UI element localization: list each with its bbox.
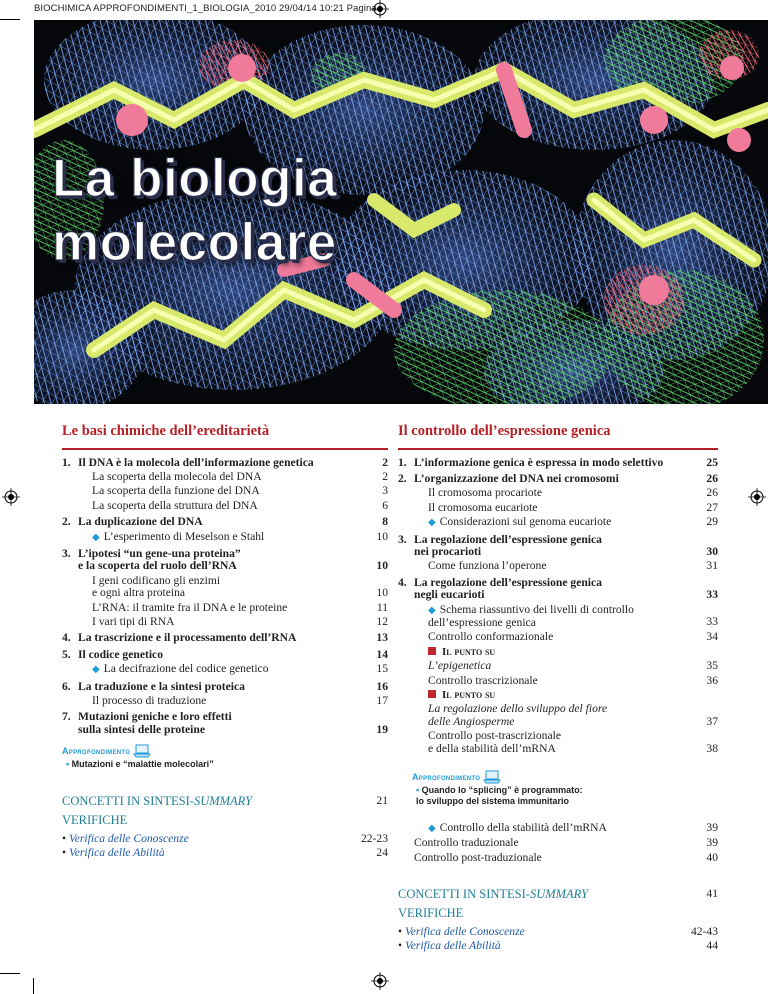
approfondimento-left[interactable] — [62, 744, 388, 770]
toc-sub-entry[interactable] — [398, 515, 718, 530]
toc-entry-page: 2 — [382, 469, 388, 483]
approfondimento-label: Approfondimento — [62, 744, 388, 758]
diamond-icon: ◆ — [428, 823, 436, 835]
toc-chapter-entry[interactable] — [398, 533, 718, 560]
section-title-left: Le basi chimiche dell’ereditarietà — [62, 423, 270, 439]
section-title-right: Il controllo dell’espressione genica — [398, 423, 611, 439]
toc-entry-title: La regolazione dell’espressione genica negli eucarioti — [414, 575, 602, 602]
toc-entry-page: 29 — [706, 515, 718, 529]
toc-entry-page: 15 — [376, 662, 388, 676]
toc-entry-number: 7. — [62, 710, 71, 724]
toc-entry-title: Il punto su — [442, 645, 496, 658]
toc-entry-page: 17 — [376, 694, 388, 707]
summary-right[interactable]: CONCETTI IN SINTESI-SUMMARY 41 — [398, 887, 718, 902]
red-square-icon — [428, 690, 436, 698]
toc-entry-number: 1. — [398, 455, 407, 469]
laptop-icon — [133, 744, 151, 758]
toc-entry-title: La scoperta della funzione del DNA — [92, 484, 260, 498]
toc-chapter-entry[interactable] — [62, 680, 388, 694]
section-rule — [398, 448, 718, 450]
toc-sub-entry[interactable] — [398, 836, 718, 850]
toc-entry-title: Il processo di traduzione — [92, 694, 207, 707]
toc-entry-page: 38 — [706, 741, 718, 755]
toc-entry-title: La scoperta della struttura del DNA — [92, 498, 258, 512]
toc-entry-title: L’organizzazione del DNA nei cromosomi — [414, 471, 619, 485]
crop-mark — [0, 19, 20, 20]
toc-sub-entry[interactable] — [398, 486, 718, 500]
toc-entry-page: 40 — [706, 850, 718, 864]
toc-sub-entry[interactable] — [62, 470, 388, 484]
toc-entry-title: Controllo traduzionale — [414, 836, 519, 850]
toc-entry-page: 11 — [376, 600, 388, 614]
diamond-icon: ◆ — [428, 604, 436, 616]
toc-entry-title: La duplicazione del DNA — [78, 515, 203, 529]
print-slug: BIOCHIMICA APPROFONDIMENTI_1_BIOLOGIA_2010 29/04/14 10:21 Pagina — [34, 3, 377, 14]
toc-entry-title: Schema riassuntivo dei livelli di controllo dell’espressione genica — [428, 602, 634, 629]
toc-entry-page: 6 — [382, 498, 388, 512]
toc-entry-title: Il DNA è la molecola dell’informazione genetica — [78, 455, 314, 469]
toc-entry-title: Controllo conformazionale — [428, 630, 554, 644]
toc-chapter-entry[interactable] — [62, 547, 388, 574]
approfondimento-label: Approfondimento — [412, 770, 718, 784]
toc-entry-number: 5. — [62, 647, 71, 661]
toc-chapter-entry[interactable] — [62, 456, 388, 470]
registration-mark-top-icon — [371, 0, 389, 18]
verifica-item[interactable]: • Verifica delle Abilità 24 — [62, 846, 388, 860]
toc-entry-page: 26 — [706, 471, 718, 485]
toc-chapter-entry[interactable] — [398, 456, 718, 470]
toc-entry-page: 27 — [706, 500, 718, 514]
toc-chapter-entry[interactable] — [398, 472, 718, 486]
approfondimento-text: • Quando lo “splicing” è programmato: lo sviluppo del sistema immunitario — [416, 785, 583, 807]
crop-mark — [33, 978, 34, 994]
toc-entry-number: 2. — [398, 471, 407, 485]
toc-entry-number: 1. — [62, 455, 71, 469]
toc-entry-page: 33 — [706, 588, 718, 602]
toc-entry-page: 10 — [376, 559, 388, 573]
verifica-item[interactable]: • Verifica delle Conoscenze 22-23 — [62, 832, 388, 846]
toc-chapter-entry[interactable] — [398, 576, 718, 603]
toc-entry-title: L’informazione genica è espressa in modo selettivo — [414, 455, 664, 469]
toc-chapter-entry[interactable] — [62, 648, 388, 662]
verifica-item[interactable]: • Verifica delle Abilità 44 — [398, 939, 718, 953]
toc-entry-page: 30 — [706, 544, 718, 558]
diamond-icon: ◆ — [92, 664, 100, 676]
toc-right-column — [398, 422, 718, 953]
toc-sub-entry[interactable] — [62, 484, 388, 498]
summary-left[interactable]: CONCETTI IN SINTESI-SUMMARY 21 — [62, 794, 388, 809]
toc-entry-page: 13 — [376, 631, 388, 645]
toc-sub-entry[interactable] — [398, 501, 718, 515]
toc-entry-number: 3. — [398, 532, 407, 546]
toc-entry-title: Controllo trascrizionale — [428, 673, 538, 687]
toc-entry-title: Il cromosoma procariote — [428, 486, 542, 500]
toc-entry-number: 6. — [62, 679, 71, 693]
toc-entries-left — [62, 456, 388, 738]
toc-entry-page: 37 — [706, 714, 718, 728]
toc-sub-entry[interactable] — [398, 851, 718, 865]
toc-entry-page: 10 — [376, 529, 388, 543]
toc-chapter-entry[interactable] — [62, 710, 388, 737]
verifiche-title-right: VERIFICHE — [398, 906, 464, 921]
verifiche-title-left: VERIFICHE — [62, 813, 128, 828]
toc-entry-title: L’epigenetica — [428, 659, 492, 673]
toc-focus-heading — [398, 688, 718, 702]
toc-sub-entry[interactable] — [398, 603, 718, 631]
toc-entry-title: L’RNA: il tramite fra il DNA e le proteine — [92, 600, 288, 614]
toc-entries-right — [398, 456, 718, 757]
registration-mark-bottom-icon — [371, 972, 389, 990]
diamond-icon: ◆ — [428, 517, 436, 529]
toc-entry-title: La traduzione e la sintesi proteica — [78, 679, 245, 693]
toc-sub-entry[interactable] — [62, 574, 388, 601]
toc-entry-title: Come funziona l’operone — [428, 559, 547, 573]
toc-sub-entry[interactable] — [398, 559, 718, 573]
toc-entry-title: L’ipotesi “un gene-una proteina” e la scoperta del ruolo dell’RNA — [78, 546, 241, 573]
toc-focus-heading — [398, 645, 718, 659]
section-rule — [62, 448, 388, 450]
toc-chapter-entry[interactable] — [62, 515, 388, 529]
crop-mark — [0, 973, 20, 974]
toc-sub-entry[interactable] — [62, 694, 388, 708]
toc-entry-number: 2. — [62, 515, 71, 529]
toc-entry-title: Il cromosoma eucariote — [428, 500, 538, 514]
toc-sub-entry[interactable] — [62, 499, 388, 513]
toc-entry-page: 16 — [376, 679, 388, 693]
page-title — [52, 147, 337, 275]
toc-entry-page: 39 — [706, 836, 718, 850]
toc-entry-number: 3. — [62, 546, 71, 560]
toc-entry-number: 4. — [398, 575, 407, 589]
toc-sub-entry[interactable] — [398, 821, 718, 836]
toc-entry-title: La decifrazione del codice genetico — [103, 662, 269, 676]
toc-entry-title: Controllo post-traduzionale — [414, 850, 542, 864]
toc-entry-page: 35 — [706, 659, 718, 673]
toc-sub-entry[interactable] — [62, 662, 388, 677]
toc-entry-title: La trascrizione e il processamento dell’RNA — [78, 631, 297, 645]
toc-entry-title: Mutazioni geniche e loro effetti sulla sintesi delle proteine — [78, 710, 232, 736]
toc-sub-entry[interactable] — [62, 601, 388, 615]
toc-entry-title: La scoperta della molecola del DNA — [92, 469, 262, 483]
title-line-1: La biologia — [52, 149, 338, 208]
toc-entry-page: 14 — [376, 647, 388, 661]
toc-sub-entry[interactable] — [398, 630, 718, 644]
toc-entry-page: 8 — [382, 515, 388, 529]
verifica-item[interactable]: • Verifica delle Conoscenze 42-43 — [398, 925, 718, 939]
red-square-icon — [428, 647, 436, 655]
toc-entry-title: La regolazione dell’espressione genica nei procarioti — [414, 532, 602, 558]
approfondimento-text: • Mutazioni e “malattie molecolari” — [66, 759, 214, 770]
toc-sub-entry[interactable] — [398, 729, 718, 756]
diamond-icon: ◆ — [92, 531, 100, 543]
toc-entry-page: 26 — [706, 486, 718, 500]
title-line-2: molecolare — [52, 213, 337, 272]
toc-entry-title: Il codice genetico — [78, 647, 163, 661]
toc-entry-title: I geni codificano gli enzimi e ogni altra proteina — [92, 573, 221, 600]
toc-sub-entry[interactable] — [398, 702, 718, 729]
toc-entry-title: La regolazione dello sviluppo del fiore delle Angiosperme — [428, 702, 608, 728]
toc-entry-title: Il punto su — [442, 689, 496, 701]
toc-entry-page: 33 — [706, 614, 718, 628]
toc-entry-page: 10 — [376, 586, 388, 600]
toc-sub-entry[interactable] — [398, 674, 718, 688]
toc-entry-title: I vari tipi di RNA — [92, 614, 175, 628]
laptop-icon — [483, 770, 501, 784]
toc-entry-page: 25 — [706, 455, 718, 469]
approfondimento-right[interactable] — [412, 770, 718, 807]
registration-mark-left-icon — [2, 488, 20, 506]
toc-entry-title: Considerazioni sul genoma eucariote — [439, 515, 612, 529]
toc-entry-title: Controllo della stabilità dell’mRNA — [439, 821, 607, 835]
toc-entry-page: 3 — [382, 484, 388, 498]
toc-entry-page: 34 — [706, 630, 718, 644]
toc-entry-page: 39 — [706, 821, 718, 835]
toc-sub-entry[interactable] — [398, 659, 718, 673]
toc-entry-title: Controllo post-trascrizionale e della stabilità dell’mRNA — [428, 729, 561, 755]
toc-entry-title: L’esperimento di Meselson e Stahl — [103, 529, 265, 543]
toc-entry-page: 2 — [382, 455, 388, 469]
toc-entry-page: 19 — [376, 722, 388, 736]
toc-sub-entry[interactable] — [62, 615, 388, 629]
toc-left-column — [62, 422, 388, 860]
toc-chapter-entry[interactable] — [62, 631, 388, 645]
registration-mark-right-icon — [748, 488, 766, 506]
toc-entry-page: 31 — [706, 559, 718, 573]
toc-entry-number: 4. — [62, 631, 71, 645]
toc-entry-page: 36 — [706, 673, 718, 687]
toc-sub-entry[interactable] — [62, 530, 388, 545]
toc-entry-page: 12 — [376, 614, 388, 628]
toc-entries-right-continued — [398, 821, 718, 865]
